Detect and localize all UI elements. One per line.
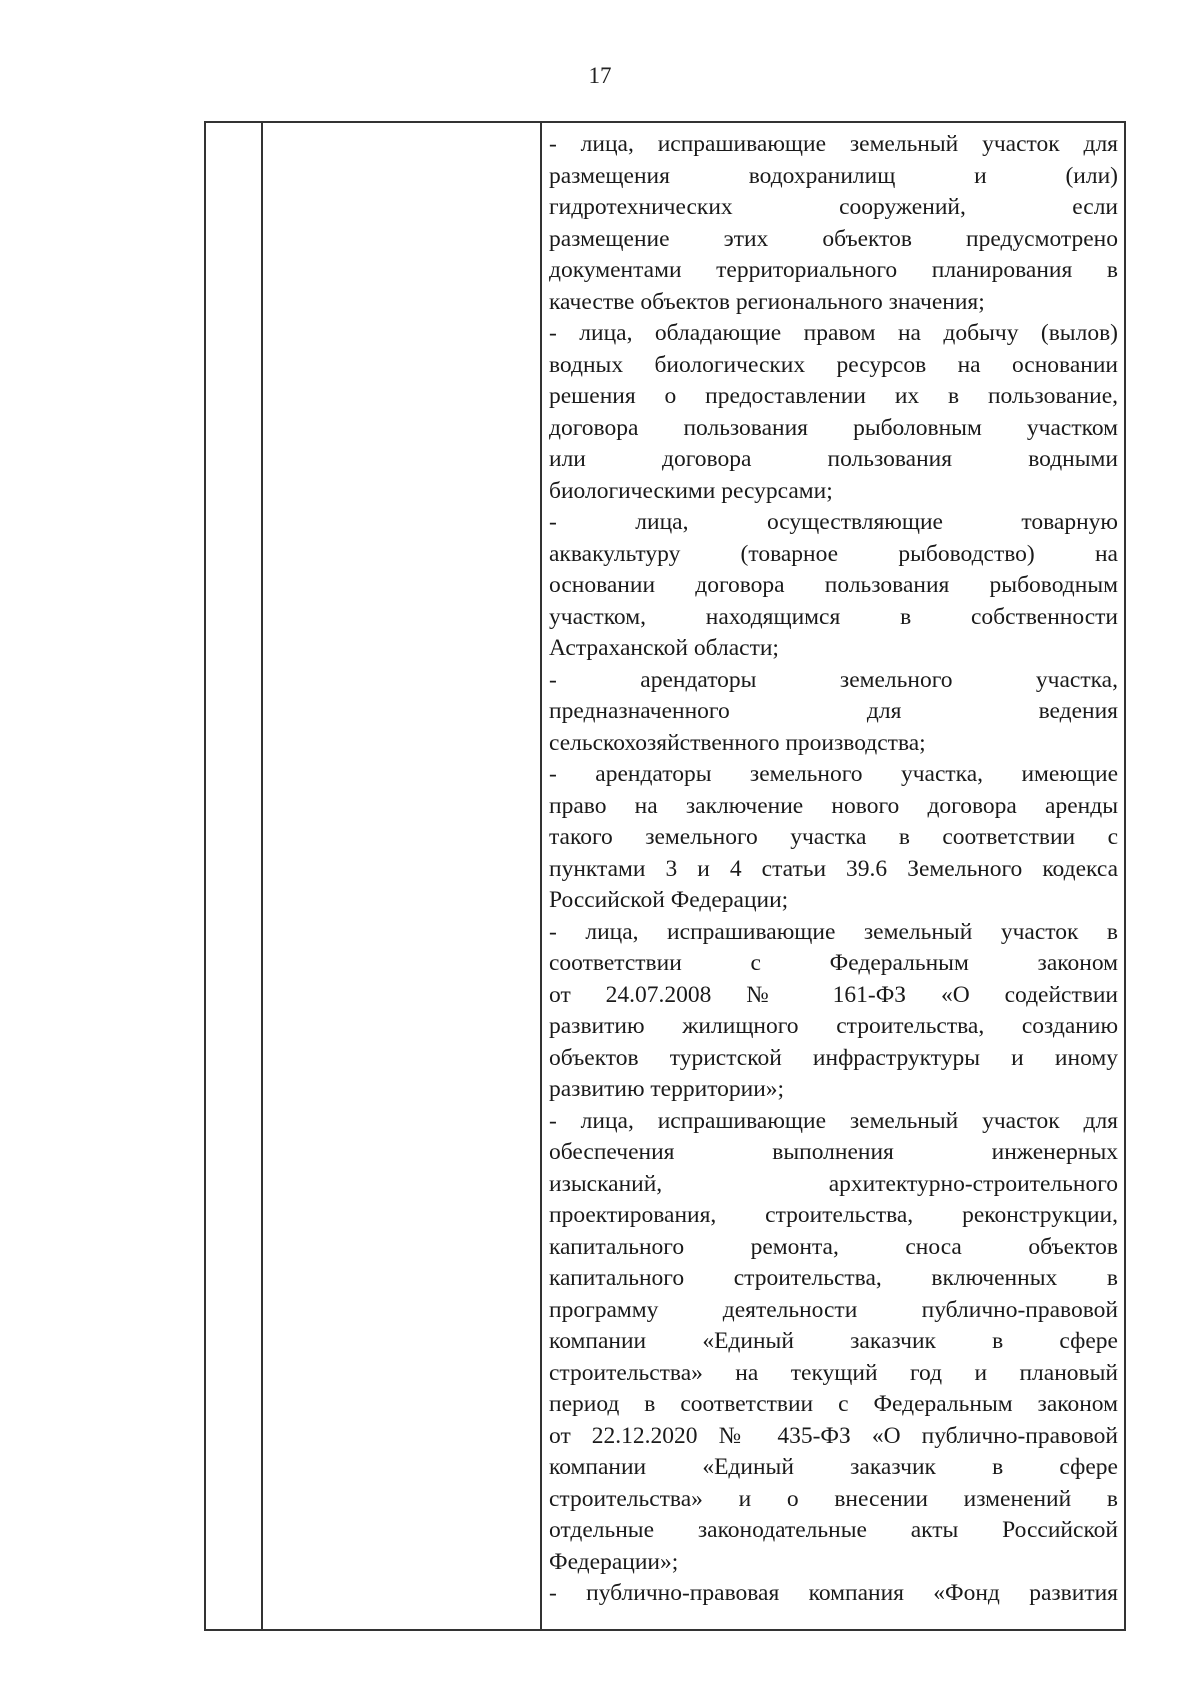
text-line: - публично-правовая компания «Фонд развития <box>549 1580 1118 1606</box>
text-line: объектов туристской инфраструктуры и иному <box>549 1044 1118 1071</box>
text-line: - арендаторы земельного участка, имеющие <box>549 761 1118 787</box>
text-line: проектирования, строительства, реконструкции, <box>549 1202 1118 1228</box>
text-line: обеспечения выполнения инженерных <box>549 1139 1118 1165</box>
applicant-paragraph <box>549 1106 1118 1579</box>
text-line: программу деятельности публично-правовой <box>549 1296 1118 1323</box>
text-line: аквакультуру (товарное рыбоводство) на <box>549 540 1118 567</box>
text-line: пунктами 3 и 4 статьи 39.6 Земельного кодекса <box>549 855 1118 882</box>
text-line: Федерации»; <box>549 1548 679 1575</box>
applicant-paragraph <box>549 129 1118 318</box>
applicant-paragraph <box>549 759 1118 917</box>
table-column-name <box>263 123 542 1629</box>
text-line: - лица, осуществляющие товарную <box>549 509 1118 535</box>
text-line: соответствии с Федеральным законом <box>549 950 1118 976</box>
text-line: Российской Федерации; <box>549 887 789 913</box>
text-line: или договора пользования водными <box>549 446 1118 472</box>
text-line: - арендаторы земельного участка, <box>549 666 1118 693</box>
text-line: - лица, испрашивающие земельный участок для <box>549 131 1118 157</box>
text-line: - лица, испрашивающие земельный участок для <box>549 1107 1118 1134</box>
text-line: - лица, испрашивающие земельный участок в <box>549 918 1118 945</box>
applicant-paragraph <box>549 665 1118 760</box>
applicant-paragraph <box>549 318 1118 507</box>
text-line: договора пользования рыболовным участком <box>549 414 1118 441</box>
text-line: компании «Единый заказчик в сфере <box>549 1328 1118 1354</box>
text-line: водных биологических ресурсов на основании <box>549 351 1118 378</box>
text-line: решения о предоставлении их в пользование, <box>549 383 1118 409</box>
text-line: строительства» на текущий год и плановый <box>549 1359 1118 1386</box>
text-line: качестве объектов регионального значения; <box>549 288 985 315</box>
applicant-paragraph <box>549 507 1118 665</box>
table-column-applicants <box>542 123 1124 1629</box>
table-column-number <box>206 123 263 1629</box>
text-line: от 24.07.2008 № 161-ФЗ «О содействии <box>549 981 1118 1008</box>
text-line: размещения водохранилищ и (или) <box>549 162 1118 189</box>
text-line: развитию жилищного строительства, созданию <box>549 1013 1118 1039</box>
text-line: капитального ремонта, сноса объектов <box>549 1233 1118 1260</box>
page-number: 17 <box>588 63 612 88</box>
text-line: отдельные законодательные акты Российской <box>549 1517 1118 1543</box>
text-line: участком, находящимся в собственности <box>549 603 1118 630</box>
text-line: капитального строительства, включенных в <box>549 1265 1118 1291</box>
applicant-paragraph <box>549 917 1118 1106</box>
text-line: период в соответствии с Федеральным законом <box>549 1391 1118 1417</box>
text-line: изысканий, архитектурно-строительного <box>549 1170 1118 1197</box>
text-line: развитию территории»; <box>549 1076 785 1102</box>
text-line: основании договора пользования рыбоводным <box>549 572 1118 598</box>
text-line: документами территориального планирования в <box>549 257 1118 283</box>
text-line: компании «Единый заказчик в сфере <box>549 1454 1118 1480</box>
text-line: сельскохозяйственного производства; <box>549 729 926 756</box>
document-table <box>204 121 1126 1631</box>
text-line: Астраханской области; <box>549 635 779 661</box>
text-line: - лица, обладающие правом на добычу (вылов) <box>549 320 1118 346</box>
text-line: размещение этих объектов предусмотрено <box>549 225 1118 252</box>
text-line: биологическими ресурсами; <box>549 477 833 504</box>
applicant-paragraph <box>549 1578 1118 1610</box>
text-line: право на заключение нового договора аренды <box>549 792 1118 819</box>
text-line: гидротехнических сооружений, если <box>549 194 1118 220</box>
text-line: предназначенного для ведения <box>549 698 1118 724</box>
text-line: такого земельного участка в соответствии с <box>549 824 1118 850</box>
text-line: от 22.12.2020 № 435-ФЗ «О публично-правовой <box>549 1422 1118 1449</box>
text-line: строительства» и о внесении изменений в <box>549 1485 1118 1512</box>
